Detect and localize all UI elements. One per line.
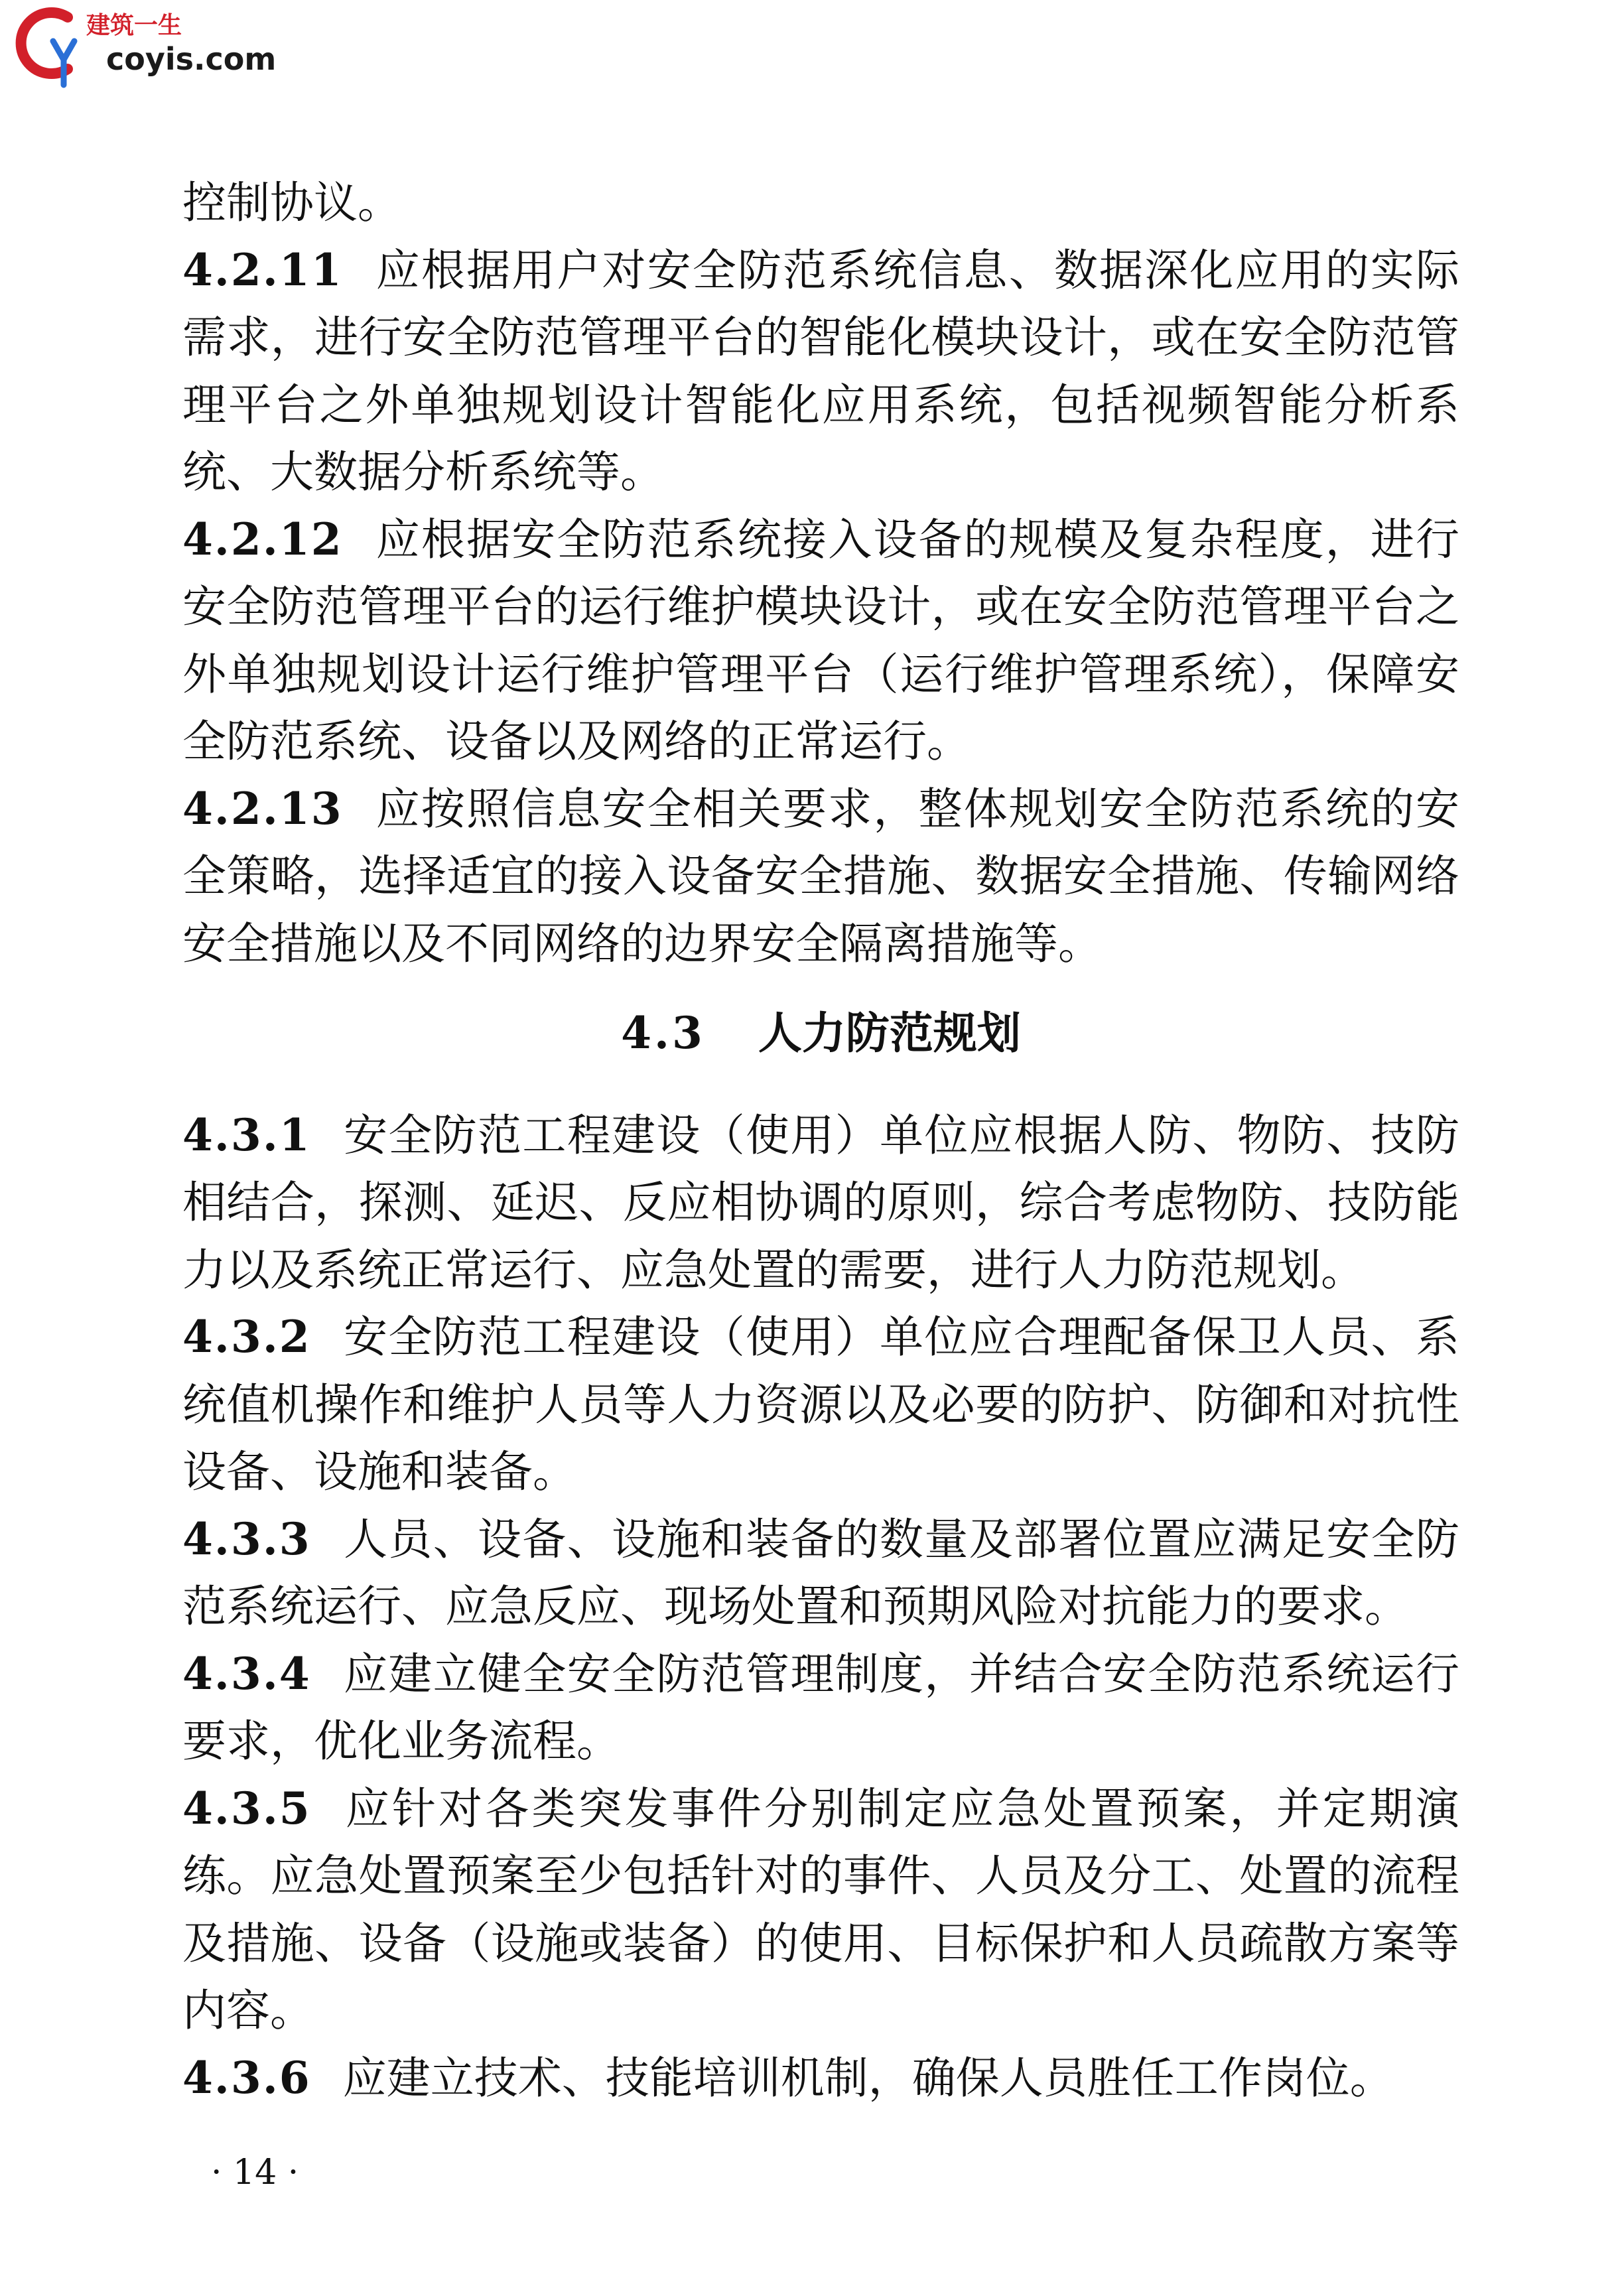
- clause-paragraph: [182, 1304, 1459, 1506]
- clause-number: 4.2.11: [182, 243, 343, 296]
- clause-paragraph: [182, 776, 1459, 978]
- watermark-cn-text: 建筑一生: [86, 12, 182, 39]
- clause-number: 4.3.5: [182, 1782, 311, 1834]
- clauses-4-3: [182, 1102, 1459, 2112]
- section-number: 4.3: [621, 1007, 705, 1059]
- clause-text: 安全防范工程建设（使用）单位应根据人防、物防、技防相结合，探测、延迟、反应相协调的原则，综合考虑物防、技防能力以及系统正常运行、应急处置的需要，进行人力防范规划。: [182, 1109, 1459, 1296]
- clause-text: 应建立健全安全防范管理制度，并结合安全防范系统运行要求，优化业务流程。: [182, 1648, 1459, 1767]
- watermark-url: coyis.com: [106, 41, 277, 77]
- clause-text: 人员、设备、设施和装备的数量及部署位置应满足安全防范系统运行、应急反应、现场处置和预期风险对抗能力的要求。: [182, 1513, 1459, 1632]
- clause-text: 应根据安全防范系统接入设备的规模及复杂程度，进行安全防范管理平台的运行维护模块设计，或在安全防范管理平台之外单独规划设计运行维护管理平台（运行维护管理系统），保障安全防范系统、设备以及网络的正常运行。: [182, 513, 1459, 767]
- clause-number: 4.3.6: [182, 2051, 311, 2104]
- document-body: [182, 169, 1459, 2112]
- clause-paragraph: [182, 506, 1459, 776]
- cy-logo-icon: [7, 3, 86, 96]
- clause-text: 应按照信息安全相关要求，整体规划安全防范系统的安全策略，选择适宜的接入设备安全措施、数据安全措施、传输网络安全措施以及不同网络的边界安全隔离措施等。: [182, 783, 1459, 969]
- clause-number: 4.3.2: [182, 1311, 311, 1363]
- clause-paragraph: [182, 237, 1459, 506]
- clause-paragraph: [182, 2045, 1459, 2112]
- section-heading: [182, 1000, 1459, 1067]
- clause-number: 4.3.3: [182, 1513, 311, 1565]
- clause-text: 安全防范工程建设（使用）单位应合理配备保卫人员、系统值机操作和维护人员等人力资源以及必要的防护、防御和对抗性设备、设施和装备。: [182, 1312, 1459, 1497]
- clause-text: 应针对各类突发事件分别制定应急处置预案，并定期演练。应急处置预案至少包括针对的事件、人员及分工、处置的流程及措施、设备（设施或装备）的使用、目标保护和人员疏散方案等内容。: [182, 1783, 1459, 2036]
- page-number: · 14 ·: [211, 2153, 299, 2193]
- clause-paragraph: [182, 1775, 1459, 2045]
- clause-text: 应建立技术、技能培训机制，确保人员胜任工作岗位。: [342, 2052, 1394, 2104]
- clause-paragraph: [182, 1102, 1459, 1304]
- clauses-4-2: [182, 237, 1459, 978]
- clause-paragraph: [182, 1641, 1459, 1775]
- lead-line: 控制协议。: [182, 177, 401, 228]
- section-title: 人力防范规划: [758, 1007, 1021, 1059]
- clause-text: 应根据用户对安全防范系统信息、数据深化应用的实际需求，进行安全防范管理平台的智能化模块设计，或在安全防范管理平台之外单独规划设计智能化应用系统，包括视频智能分析系统、大数据分析系统等。: [182, 244, 1459, 498]
- clause-number: 4.2.13: [182, 782, 343, 835]
- watermark-logo: [7, 3, 285, 96]
- clause-number: 4.3.4: [182, 1647, 311, 1700]
- clause-paragraph: [182, 1506, 1459, 1641]
- clause-number: 4.3.1: [182, 1109, 311, 1161]
- clause-number: 4.2.12: [182, 513, 343, 565]
